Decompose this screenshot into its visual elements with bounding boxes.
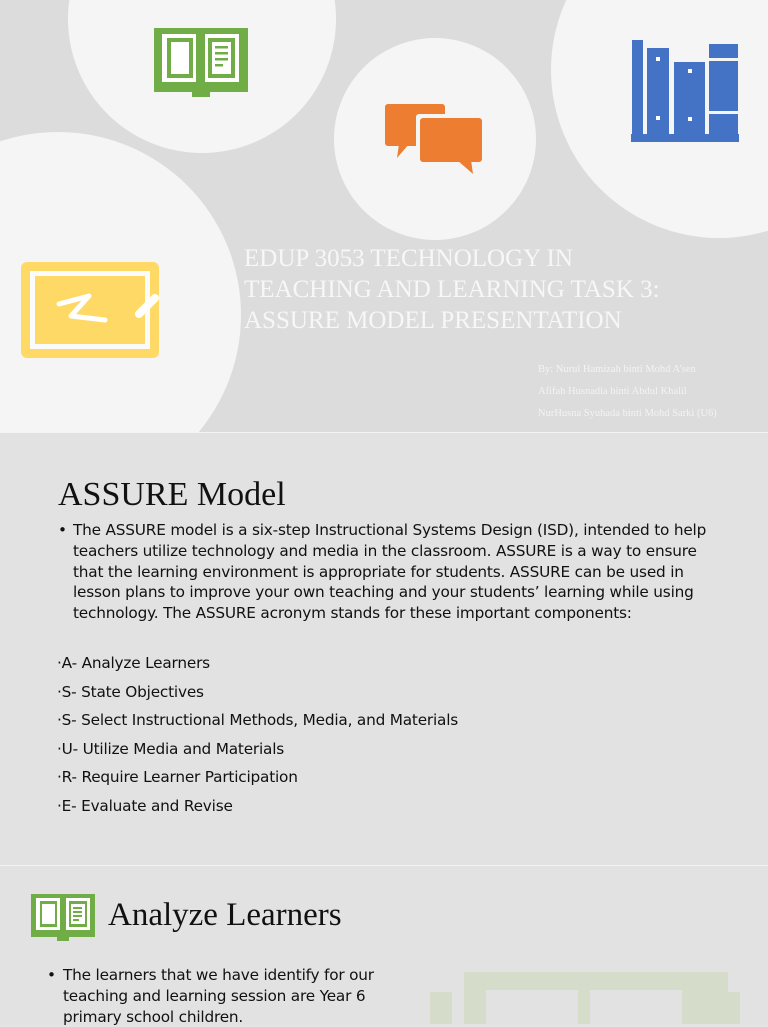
slide-title: Analyze Learners xyxy=(108,897,342,933)
author-list xyxy=(538,362,768,428)
list-item: ·U- Utilize Media and Materials xyxy=(57,739,285,758)
analyze-learners-text: The learners that we have identify for our teaching and learning session are Year 6 primary school children. xyxy=(63,966,374,1026)
chalkboard-icon xyxy=(21,262,163,360)
book-icon xyxy=(30,893,96,943)
presentation-title: EDUP 3053 TECHNOLOGY IN TEACHING AND LEARNING TASK 3: ASSURE MODEL PRESENTATION xyxy=(244,245,660,334)
book-watermark-icon xyxy=(430,972,740,1024)
author-line: Afifah Husnadia binti Abdul Khalil xyxy=(538,386,687,397)
list-item: ·S- State Objectives xyxy=(57,682,204,701)
list-item: ·A- Analyze Learners xyxy=(57,654,210,672)
author-line: By: Nurul Hamizah binti Mohd A’sen xyxy=(538,364,696,375)
author-line: NurHusna Syuhada binti Mohd Sarki (U6) xyxy=(538,408,717,419)
components-list xyxy=(57,652,458,824)
intro-text: The ASSURE model is a six-step Instructional Systems Design (ISD), intended to help teachers utilize technology and media in the classroom. ASSURE is a way to ensure that the learning environment is appropriate for students. ASSURE can be used in lesson plans to improve your own teaching and your students’ learning while using technology. The ASSURE acronym stands for these important components: xyxy=(73,521,707,623)
list-item: ·R- Require Learner Participation xyxy=(57,768,298,787)
slide-title: ASSURE Model xyxy=(58,476,286,513)
bookshelf-icon xyxy=(631,40,739,146)
intro-paragraph xyxy=(58,520,718,624)
bullet-marker: • xyxy=(58,521,67,539)
analyze-learners-paragraph xyxy=(47,965,407,1027)
chat-bubbles-icon xyxy=(385,104,485,174)
book-icon xyxy=(152,26,250,98)
list-item: ·E- Evaluate and Revise xyxy=(57,796,233,815)
bullet-marker: • xyxy=(47,966,56,984)
title-slide xyxy=(0,0,768,432)
list-item: ·S- Select Instructional Methods, Media, and Materials xyxy=(57,711,459,730)
